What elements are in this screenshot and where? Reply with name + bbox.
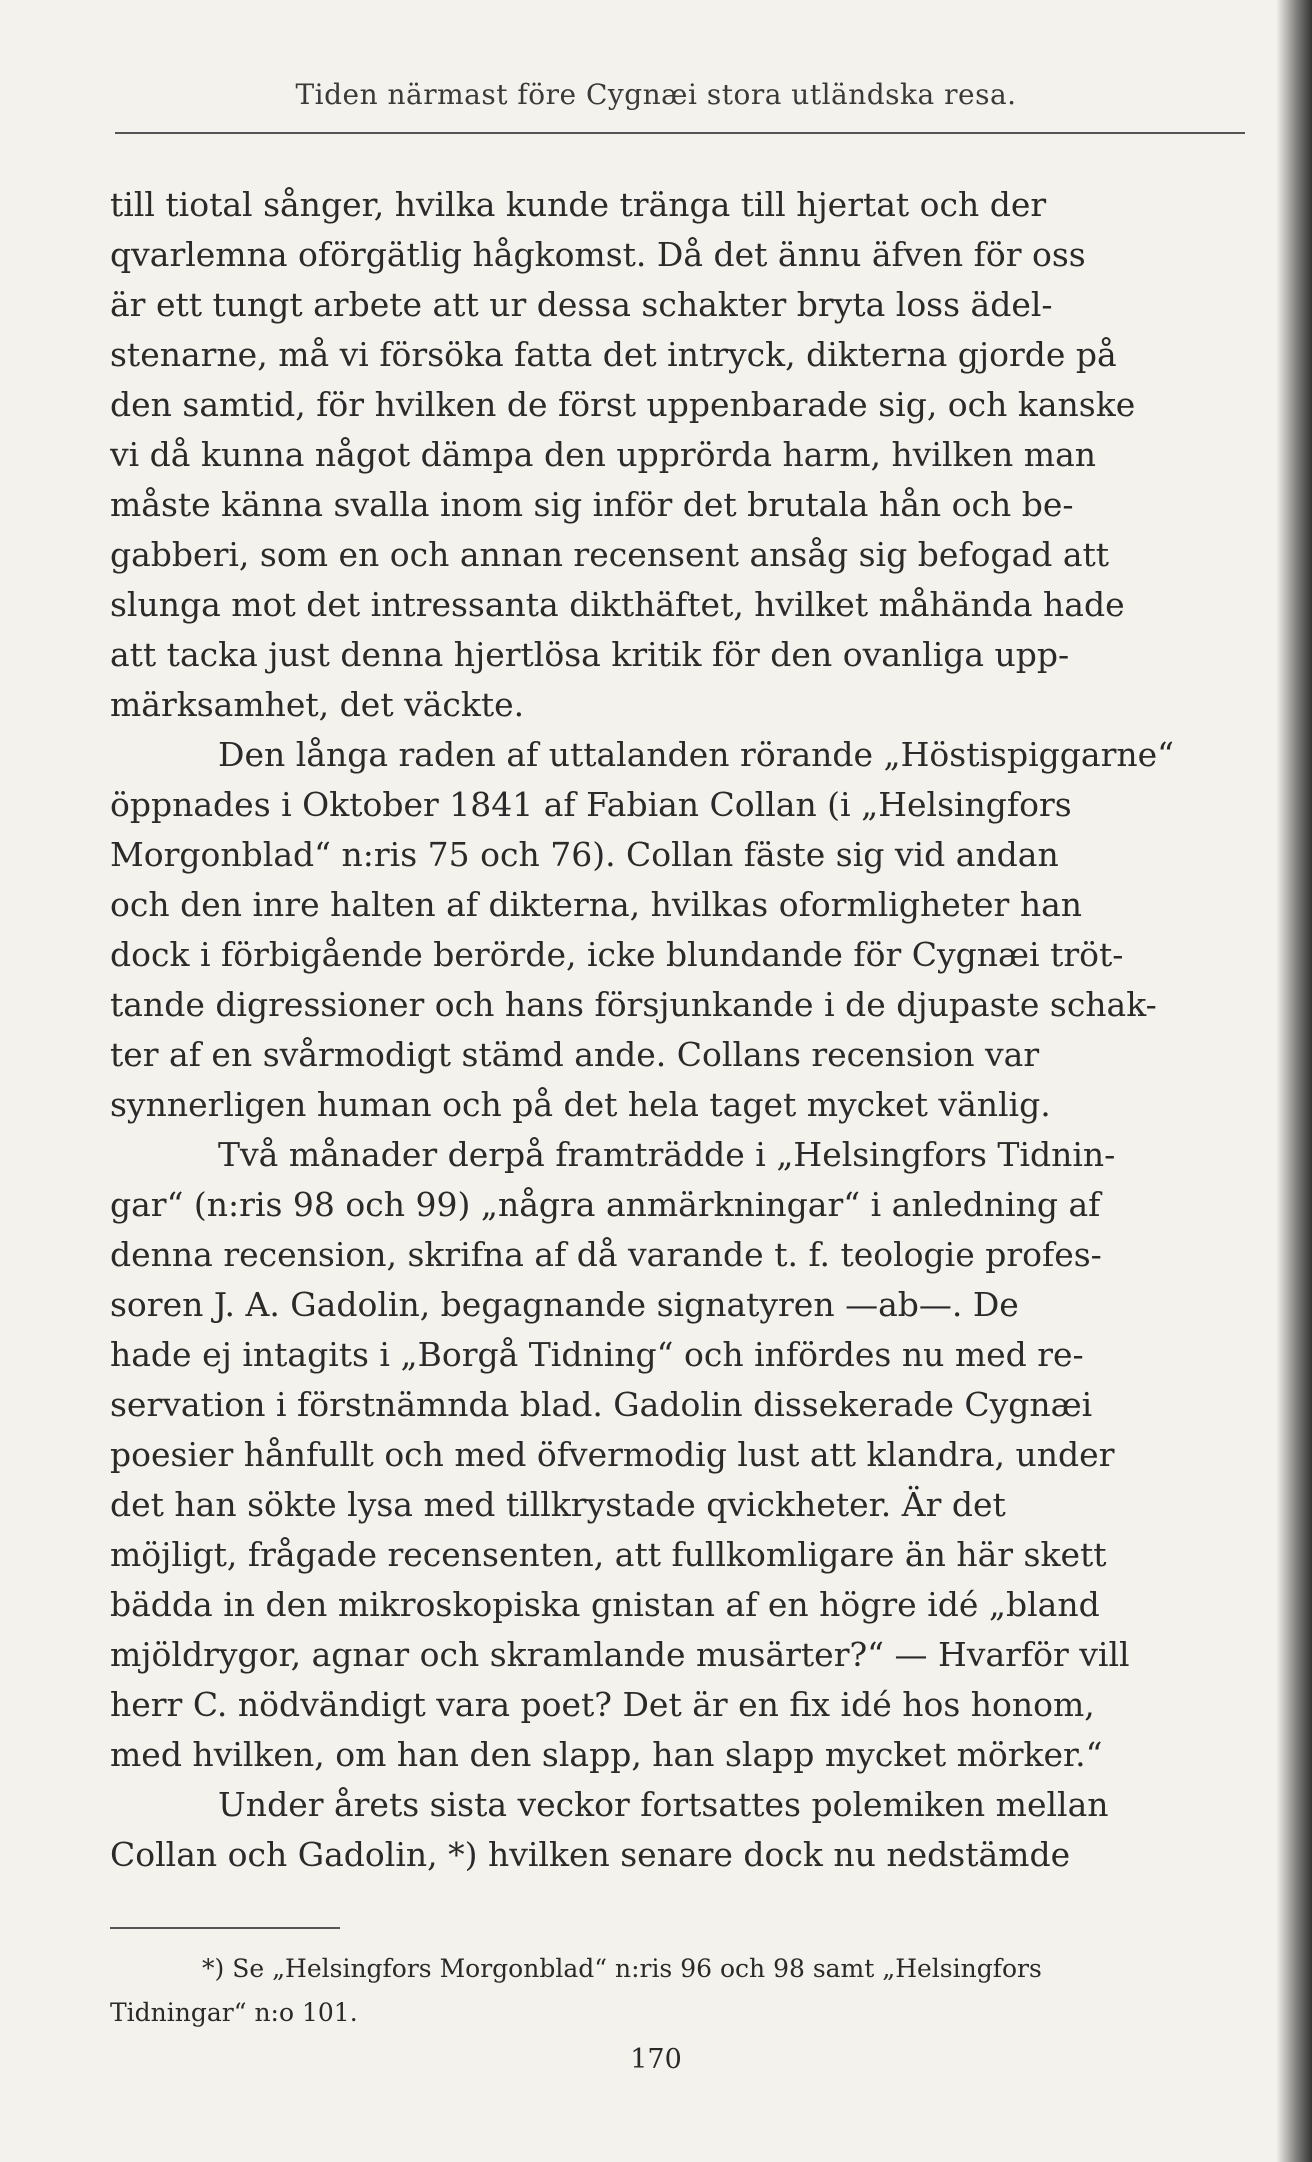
body-text <box>110 180 1245 1880</box>
text-line: märksamhet, det väckte. <box>110 685 525 724</box>
text-line: till tiotal sånger, hvilka kunde tränga till hjertat och der <box>110 185 1047 224</box>
text-line: Den långa raden af uttalanden rörande „Höstispiggarne“ <box>218 735 1175 774</box>
text-line: tande digressioner och hans försjunkande i de djupaste schak- <box>110 985 1157 1024</box>
text-line: möjligt, frågade recensenten, att fullkomligare än här skett <box>110 1535 1107 1574</box>
text-line: slunga mot det intressanta dikthäftet, hvilket måhända hade <box>110 585 1125 624</box>
text-line: Två månader derpå framträdde i „Helsingfors Tidnin- <box>218 1135 1116 1174</box>
text-line: Under årets sista veckor fortsattes polemiken mellan <box>218 1785 1109 1824</box>
text-line: och den inre halten af dikterna, hvilkas oformligheter han <box>110 885 1083 924</box>
text-line: öppnades i Oktober 1841 af Fabian Collan (i „Helsingfors <box>110 785 1072 824</box>
text-line: att tacka just denna hjertlösa kritik för den ovanliga upp- <box>110 635 1070 674</box>
footnote-line: Tidningar“ n:o 101. <box>110 1998 358 2027</box>
text-line: poesier hånfullt och med öfvermodig lust att klandra, under <box>110 1435 1115 1474</box>
text-line: stenarne, må vi försöka fatta det intryck, dikterna gjorde på <box>110 335 1117 374</box>
text-line: herr C. nödvändigt vara poet? Det är en fix idé hos honom, <box>110 1685 1095 1724</box>
text-line: det han sökte lysa med tillkrystade qvickheter. Är det <box>110 1485 1006 1524</box>
text-line: vi då kunna något dämpa den upprörda harm, hvilken man <box>110 435 1097 474</box>
text-line: qvarlemna oförgätlig hågkomst. Då det ännu äfven för oss <box>110 235 1086 274</box>
text-line: hade ej intagits i „Borgå Tidning“ och infördes nu med re- <box>110 1335 1084 1374</box>
text-line: den samtid, för hvilken de först uppenbarade sig, och kanske <box>110 385 1136 424</box>
text-line: är ett tungt arbete att ur dessa schakter bryta loss ädel- <box>110 285 1053 324</box>
text-line: gabberi, som en och annan recensent ansåg sig befogad att <box>110 535 1110 574</box>
text-line: ter af en svårmodigt stämd ande. Collans recension var <box>110 1035 1040 1074</box>
text-line: synnerligen human och på det hela taget mycket vänlig. <box>110 1085 1051 1124</box>
text-line: Morgonblad“ n:ris 75 och 76). Collan fäste sig vid andan <box>110 835 1059 874</box>
text-line: servation i förstnämnda blad. Gadolin dissekerade Cygnæi <box>110 1385 1093 1424</box>
footnote-rule <box>110 1927 340 1929</box>
text-line: bädda in den mikroskopiska gnistan af en högre idé „bland <box>110 1585 1100 1624</box>
footnote-line: *) Se „Helsingfors Morgonblad“ n:ris 96 och 98 samt „Helsingfors <box>202 1954 1042 1983</box>
text-line: med hvilken, om han den slapp, han slapp mycket mörker.“ <box>110 1735 1103 1774</box>
text-line: dock i förbigående berörde, icke blundande för Cygnæi tröt- <box>110 935 1124 974</box>
header-rule <box>115 132 1245 134</box>
text-line: mjöldrygor, agnar och skramlande musärter?“ — Hvarför vill <box>110 1635 1130 1674</box>
page-edge-shadow <box>1276 0 1312 2162</box>
text-line: måste känna svalla inom sig inför det brutala hån och be- <box>110 485 1074 524</box>
text-line: soren J. A. Gadolin, begagnande signatyren —ab—. De <box>110 1285 1019 1324</box>
page-number: 170 <box>630 2044 682 2075</box>
footnotes <box>110 1947 1245 2035</box>
text-line: Collan och Gadolin, *) hvilken senare dock nu nedstämde <box>110 1835 1071 1874</box>
text-line: denna recension, skrifna af då varande t. f. teologie profes- <box>110 1235 1102 1274</box>
text-line: gar“ (n:ris 98 och 99) „några anmärkningar“ i anledning af <box>110 1185 1101 1224</box>
running-head: Tiden närmast före Cygnæi stora utländska resa. <box>295 78 1017 111</box>
